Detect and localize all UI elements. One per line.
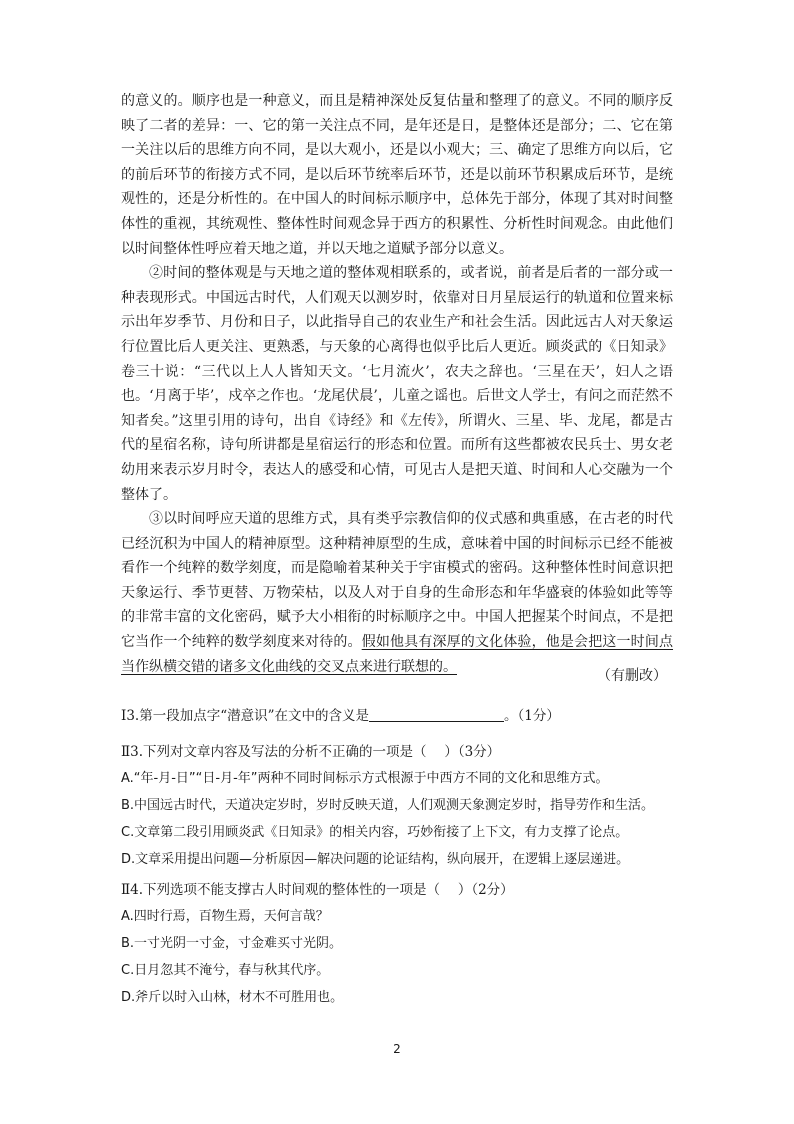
essay-body	[121, 89, 673, 679]
option-b[interactable]: B.中国远古时代，天道决定岁时，岁时反映天道，人们观测天象测定岁时，指导劳作和生活。	[121, 798, 655, 813]
paragraph-3	[121, 507, 673, 679]
option-d[interactable]: D.斧斤以时入山林，材木不可胜用也。	[121, 990, 344, 1005]
option-a[interactable]: A.“年-月-日”“日-月-年”两种不同时间标示方式根源于中西方不同的文化和思维方式。	[121, 771, 609, 786]
question-1-suffix: 。（1分）	[504, 708, 560, 724]
option-c[interactable]: C.日月忽其不淹兮，春与秋其代序。	[121, 963, 330, 978]
paragraph-2: ②时间的整体观是与天地之道的整体观相联系的，或者说，前者是后者的一部分或一种表现形式。中国远古时代，人们观天以测岁时，依靠对日月星辰运行的轨道和位置来标示出年岁季节、月份和日子，以此指导自己的农业生产和社会生活。因此远古人对天象运行位置比后人更关注、更熟悉，与天象的心离得也似乎比后人更近。顾炎武的《日知录》卷三十说：“三代以上人人皆知天文。‘七月流火’，农夫之辞也。‘三星在天’，妇人之语也。‘月离于毕’，戍卒之作也。‘龙尾伏晨’，儿童之谣也。后世文人学士，有问之而茫然不知者矣。”这里引用的诗句，出自《诗经》和《左传》，所谓火、三星、毕、龙尾，都是古代的星宿名称，诗句所讲都是星宿运行的形态和位置。而所有这些都被农民兵士、男女老幼用来表示岁月时令，表达人的感受和心情，可见古人是把天道、时间和人心交融为一个整体了。	[121, 265, 673, 503]
paragraph-3-main: ③以时间呼应天道的思维方式，具有类乎宗教信仰的仪式感和典重感，在古老的时代已经沉积为中国人的精神原型。这种精神原型的生成，意味着中国的时间标示已经不能被看作一个纯粹的数学刻度，而是隐喻着某种关于宇宙模式的密码。这种整体性时间意识把天象运行、季节更替、万物荣枯，以及人对于自身的生命形态和年华盛衰的体验如此等等的非常丰富的文化密码，赋予大小相衔的时标顺序之中。中国人把握某个时间点，不是把它当作一个纯粹的数学刻度来对待的。	[121, 511, 673, 651]
option-d[interactable]: D.文章采用提出问题—分析原因—解决问题的论证结构，纵向展开，在逻辑上逐层递进。	[121, 852, 630, 867]
question-1	[121, 705, 721, 732]
option-a[interactable]: A.四时行焉，百物生焉，天何言哉？	[121, 909, 329, 924]
underlined-sentence: 假如他具有深厚的文化体验，他是会把这一时间点当作纵横交错的诸多文化曲线的交叉点来进行联想的。	[121, 634, 674, 675]
answer-blank[interactable]	[369, 707, 504, 722]
option-b[interactable]: B.一寸光阴一寸金，寸金难买寸光阴。	[121, 936, 343, 951]
question-1-prefix: Ⅰ3.第一段加点字“潜意识”在文中的含义是	[121, 708, 370, 724]
question-2-stem: Ⅱ3.下列对文章内容及写法的分析不正确的一项是（ ）（3分）	[121, 744, 501, 760]
page-number: 2	[393, 1042, 401, 1056]
question-2	[121, 741, 721, 876]
paragraph-1: 的意义的。顺序也是一种意义，而且是精神深处反复估量和整理了的意义。不同的顺序反映了二者的差异：一、它的第一关注点不同，是年还是日，是整体还是部分；二、它在第一关注以后的思维方向不同，是以大观小，还是以小观大；三、确定了思维方向以后，它的前后环节的衔接方式不同，是以后环节统率后环节，还是以前环节积累成后环节，是统观性的，还是分析性的。在中国人的时间标示顺序中，总体先于部分，体现了其对时间整体性的重视，其统观性、整体性时间观念异于西方的积累性、分析性时间观念。由此他们以时间整体性呼应着天地之道，并以天地之道赋予部分以意义。	[121, 93, 673, 257]
question-3	[121, 879, 721, 1014]
option-c[interactable]: C.文章第二段引用顾炎武《日知录》的相关内容，巧妙衔接了上下文，有力支撑了论点。	[121, 825, 629, 840]
question-3-stem: Ⅱ4.下列选项不能支撑古人时间观的整体性的一项是（ ）（2分）	[121, 882, 514, 898]
source-note: （有删改）	[597, 668, 667, 684]
